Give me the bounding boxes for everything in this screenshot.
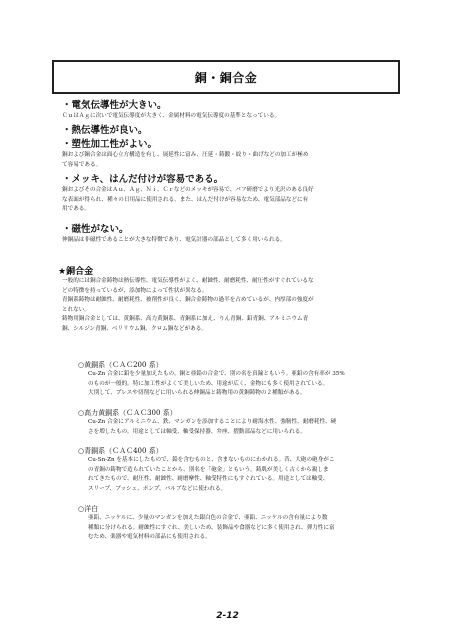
alloy-text: 亜鉛、ニッケルに、少量のマンガンを加えた銀白色の合金で、亜鉛、ニッケルの含有量により数	[88, 515, 328, 521]
body-line: とれない。	[62, 306, 90, 313]
property-text: 銅および銅合金は面心立方構造を有し、展延性に富み、圧延・鋳鍛・絞り・曲げなどの加工が極め	[62, 152, 309, 158]
property-nonmagnetic	[62, 223, 407, 246]
alloy-text: Cu-Sn-Zn を基本にしたもので、鉛を含むものと、含まないものにわかれる。昔、大砲の砲身がこ	[88, 457, 335, 463]
property-electrical	[62, 99, 407, 122]
property-text: 用である。	[62, 206, 90, 213]
property-text: ＣｕはＡｇに次いで電気伝導度が大きく、金属材料の電気伝導度の基準となっている。	[62, 113, 281, 119]
alloy-heading: ○黄銅系（ＣＡＣ200 系）	[78, 361, 163, 369]
alloy-text: Cu-Zn 合金にアルミニウム、鉄、マンガンを添加することにより耐海水性、強靭性、耐磨耗性、硬	[88, 419, 337, 425]
alloy-high-strength-brass	[78, 408, 408, 437]
alloy-bronze	[78, 446, 408, 494]
alloy-nickel-silver	[78, 504, 408, 543]
property-thermal	[62, 124, 407, 137]
page-title: 銅・銅合金	[194, 70, 258, 85]
alloy-text: れてきたもので、耐圧性、耐蝕性、耐磨摩性、軸受特性にもすぐれている。用途としては軸受、	[88, 476, 329, 483]
alloy-text: 大別して、プレスや切削などに用いられる伸銅品と鋳物用の黄銅鋳物の２種類がある。	[88, 390, 306, 397]
alloy-heading: ○青銅系（ＣＡＣ400 系）	[78, 447, 163, 455]
property-heading: ・塑性加工性がよい。	[62, 139, 158, 150]
property-text: 銅およびその合金はＡｕ、Ａｇ、Ｎｉ、Ｃｒなどのメッキが容易で、バフ研磨でより光沢のある良好	[62, 187, 314, 193]
title-box	[52, 60, 400, 94]
alloy-text: むため、楽器や電気材料の部品にも使用される。	[88, 534, 211, 541]
copper-alloy-heading: ★銅合金	[58, 267, 94, 277]
property-plating	[62, 173, 407, 215]
property-heading: ・メッキ、はんだ付けが容易である。	[62, 174, 224, 185]
alloy-text: 種類に分けられる。耐蝕性にすぐれ、美しいため、装飾品や食器などに多く使用され、弾力性に富	[88, 524, 335, 531]
property-text: 伸銅品は非磁性であることが大きな特徴であり、電気計器の部品として多く用いられる。	[62, 237, 286, 243]
body-line: 銅、シルジン青銅、ベリリウム銅、クロム銅などがある。	[62, 325, 207, 332]
alloy-heading: ○高力黄銅系（ＣＡＣ300 系）	[78, 409, 177, 417]
alloy-text: スリーブ、ブッシュ、ポンプ、バルブなどに使われる。	[88, 485, 227, 492]
alloy-brass	[78, 360, 408, 399]
property-heading: ・電気伝導性が大きい。	[62, 100, 167, 111]
alloy-text: さを増したもの。用途としては軸受、軸受保持器、弁座、摺動部品などに用いられる。	[88, 428, 306, 435]
property-heading: ・磁性がない。	[62, 224, 129, 235]
body-line: 青銅系鋳物は耐蝕性、耐磨耗性、被削性が良く、銅合金鋳物の過半を占めているが、内厚部の強度が	[62, 297, 314, 304]
alloy-heading: ○洋白	[78, 505, 99, 513]
page-number: 2-12	[216, 611, 239, 621]
alloy-text: Cu-Zn 合金に鉛を少量加えたもの。銅と亜鉛の合金で、別の名を真鍮ともいう。亜鉛の含有率が 35%	[88, 371, 345, 377]
body-line: どの特徴を持っているが、添加物によって性状が異なる。	[62, 287, 208, 294]
property-heading: ・熱伝導性が良い。	[62, 125, 148, 136]
alloy-text: のものが一般的。特に加工性がよくて美しいため、用途が広く、金物にも多く使用されている。	[88, 380, 329, 387]
property-text: な表面が得られ、種々の日用品に使用される。また、はんだ付けが容易なため、電気部品などに有	[62, 196, 309, 203]
body-line: 鋳物用銅合金としては、黄銅系、高力黄銅系、青銅系に加え、りん青銅、鉛青銅、アルミニウム青	[62, 316, 309, 323]
alloy-text: の青銅の鋳物で造られていたことから、別名を「砲金」ともいう。鋳肌が美しく古くから親しま	[88, 466, 329, 473]
body-line: 一般的には銅合金鋳物は熱伝導性、電気伝導性がよく、耐蝕性、耐磨耗性、耐圧性がすぐれているな	[62, 278, 314, 284]
property-text: て容易である。	[62, 161, 102, 168]
property-plastic	[62, 138, 407, 170]
copper-alloy-text	[62, 277, 407, 335]
